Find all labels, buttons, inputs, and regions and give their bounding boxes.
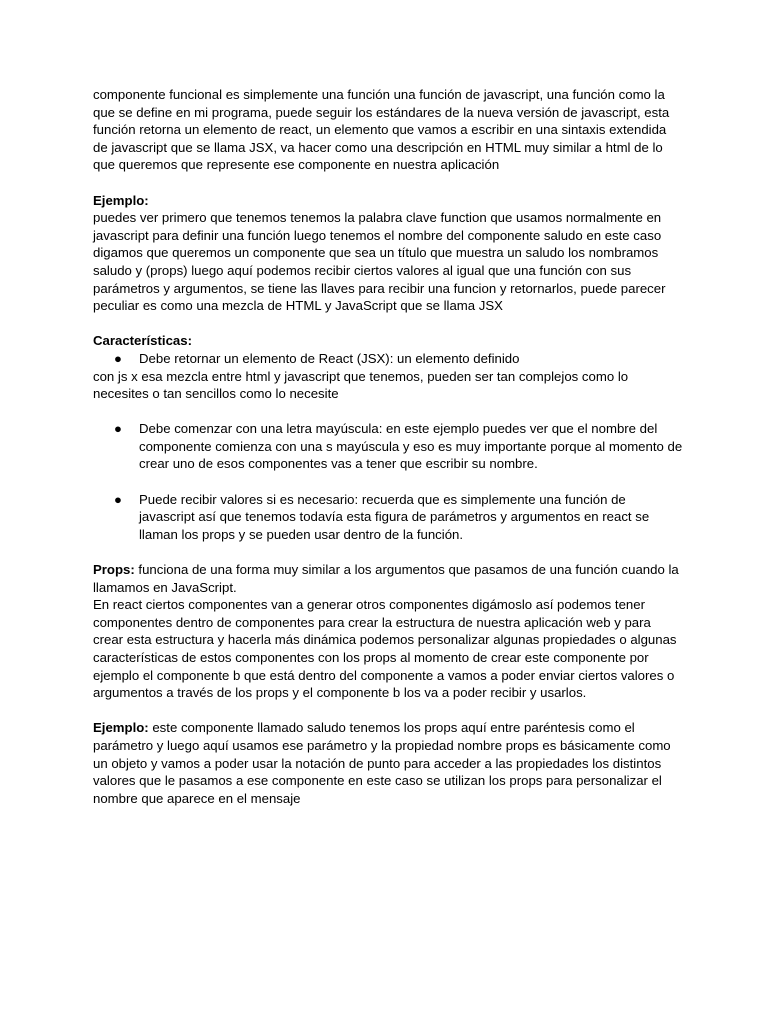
caracteristicas-list-2 [93,420,683,473]
caracteristicas-list-3 [93,491,683,544]
intro-paragraph: componente funcional es simplemente una función una función de javascript, una función como la que se define en mi programa, puede seguir los estándares de la nueva versión de javascript, esta función retorna un elemento de react, un elemento que vamos a escribir en una sintaxis extendida de javascript que se llama JSX, va hacer como una descripción en HTML muy similar a html de lo que queremos que represente ese componente en nuestra aplicación [93,87,670,173]
ejemplo-heading: Ejemplo: [93,192,149,208]
bullet-icon: ● [114,421,122,437]
list-item [93,420,683,473]
ejemplo-2-text: este componente llamado saludo tenemos los props aquí entre paréntesis como el parámetro y luego aquí usamos ese parámetro y la propiedad nombre props es básicamente como un objeto y vamos a poder usar la notación de punto para acceder a las propiedades los distintos valores que le pasamos a ese componente en este caso se utilizan los props para personalizar el nombre que aparece en el mensaje [93,720,671,806]
ejemplo-2-heading: Ejemplo: [93,720,149,736]
spacer [93,174,683,192]
list-item-continuation: con js x esa mezcla entre html y javascript que tenemos, pueden ser tan complejos como lo necesites o tan sencillos como lo necesite [93,368,629,402]
props-paragraph-2: En react ciertos componentes van a generar otros componentes digámoslo así podemos tener componentes dentro de componentes para crear la estructura de nuestra aplicación web y para crear esta estructura y hacerla más dinámica podemos personalizar algunas propiedades o algunas características de estos componentes con los props al momento de crear este componente por ejemplo el componente b que está dentro del componente a vamos a poder enviar ciertos valores o argumentos a través de los props y el componente b los va a poder recibir y usarlos. [93,597,677,701]
list-item-text: Debe comenzar con una letra mayúscula: en este ejemplo puedes ver que el nombre del componente comienza con una s mayúscula y eso es muy importante porque al momento de crear uno de esos componentes vas a tener que escribir su nombre. [139,421,683,472]
document-page [93,86,683,807]
list-item [93,350,683,368]
spacer [93,473,683,491]
list-item-text: Debe retornar un elemento de React (JSX): un elemento definido [139,350,520,366]
spacer [93,702,683,720]
props-heading: Props: [93,562,135,578]
list-item [93,491,683,544]
caracteristicas-list [93,350,683,368]
props-paragraph [93,561,683,596]
ejemplo-2-paragraph [93,719,683,807]
caracteristicas-heading: Características: [93,333,192,349]
bullet-icon: ● [114,491,122,507]
props-text: funciona de una forma muy similar a los argumentos que pasamos de una función cuando la llamamos en JavaScript. [93,562,679,595]
ejemplo-paragraph: puedes ver primero que tenemos tenemos la palabra clave function que usamos normalmente en javascript para definir una función luego tenemos el nombre del componente saludo en este caso digamos que queremos un componente que sea un título que muestra un saludo los nombramos saludo y (props) luego aquí podemos recibir ciertos valores al igual que una función con sus parámetros y argumentos, se tiene las llaves para recibir una funcion y retornarlos, puede parecer peculiar es como una mezcla de HTML y JavaScript que se llama JSX [93,210,666,314]
spacer [93,543,683,561]
bullet-icon: ● [114,350,122,366]
spacer [93,403,683,421]
list-item-text: Puede recibir valores si es necesario: recuerda que es simplemente una función de javascript así que tenemos todavía esta figura de parámetros y argumentos en react se llaman los props y se pueden usar dentro de la función. [139,491,650,542]
spacer [93,315,683,333]
